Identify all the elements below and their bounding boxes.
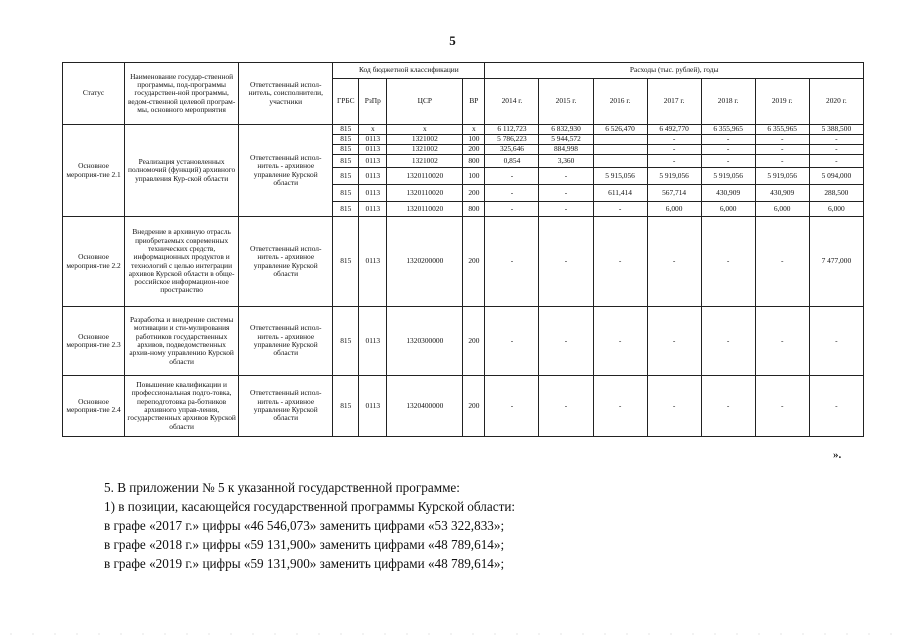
header-responsible: Ответственный испол-нитель, соисполнители, участники	[239, 63, 333, 125]
value-cell: 7 477,000	[809, 217, 863, 307]
closing-quote-mark: ».	[833, 449, 842, 461]
grbs-cell: 815	[333, 217, 359, 307]
header-program-name: Наименование государ-ственной программы, под-программы государствен-ной программы, ведом-ственной целевой програм-мы, основного мероприятия	[125, 63, 239, 125]
rzpr-cell: 0113	[359, 376, 387, 437]
csr-cell: 1320110020	[387, 202, 463, 217]
value-cell: -	[647, 145, 701, 155]
grbs-cell: 815	[333, 155, 359, 168]
value-cell: 6,000	[809, 202, 863, 217]
grbs-cell: 815	[333, 135, 359, 145]
paragraph: в графе «2017 г.» цифры «46 546,073» заменить цифрами «53 322,833»;	[104, 518, 505, 533]
value-cell: 567,714	[647, 185, 701, 202]
status-cell: Основное мероприя-тие 2.4	[63, 376, 125, 437]
value-cell: 6 112,723	[485, 125, 539, 135]
value-cell: 5 094,000	[809, 168, 863, 185]
value-cell: 325,646	[485, 145, 539, 155]
value-cell: -	[755, 135, 809, 145]
value-cell: 6 355,965	[755, 125, 809, 135]
value-cell: -	[755, 145, 809, 155]
value-cell: 288,500	[809, 185, 863, 202]
header-vr: ВР	[463, 79, 485, 125]
status-cell: Основное мероприя-тие 2.2	[63, 217, 125, 307]
value-cell: 0,854	[485, 155, 539, 168]
value-cell: 611,414	[593, 185, 647, 202]
value-cell: -	[809, 135, 863, 145]
header-year-2017: 2017 г.	[647, 79, 701, 125]
value-cell: -	[701, 155, 755, 168]
value-cell: 884,998	[539, 145, 593, 155]
vr-cell: 200	[463, 145, 485, 155]
grbs-cell: 815	[333, 376, 359, 437]
header-rzpr: РзПр	[359, 79, 387, 125]
budget-table	[62, 62, 864, 437]
grbs-cell: 815	[333, 185, 359, 202]
vr-cell: 200	[463, 307, 485, 376]
value-cell: -	[701, 307, 755, 376]
header-expenses: Расходы (тыс. рублей), годы	[485, 63, 864, 79]
grbs-cell: 815	[333, 307, 359, 376]
value-cell: 5 919,056	[755, 168, 809, 185]
csr-cell: 1320200000	[387, 217, 463, 307]
responsible-cell: Ответственный испол-нитель - архивное управление Курской области	[239, 125, 333, 217]
header-budget-code: Код бюджетной классификации	[333, 63, 485, 79]
value-cell: -	[485, 217, 539, 307]
paragraph: 1) в позиции, касающейся государственной программы Курской области:	[104, 499, 516, 514]
value-cell: -	[539, 307, 593, 376]
scan-artifact-dots	[0, 632, 905, 636]
table-row	[63, 125, 864, 135]
value-cell: -	[647, 217, 701, 307]
csr-cell: 1321002	[387, 155, 463, 168]
responsible-cell: Ответственный испол-нитель - архивное управление Курской области	[239, 217, 333, 307]
vr-cell: 200	[463, 376, 485, 437]
rzpr-cell: 0113	[359, 135, 387, 145]
value-cell	[593, 135, 647, 145]
vr-cell: 800	[463, 202, 485, 217]
value-cell: -	[647, 376, 701, 437]
csr-cell: 1320400000	[387, 376, 463, 437]
value-cell: 5 915,056	[593, 168, 647, 185]
value-cell: -	[701, 135, 755, 145]
value-cell: -	[809, 155, 863, 168]
rzpr-cell: x	[359, 125, 387, 135]
responsible-cell: Ответственный испол-нитель - архивное управление Курской области	[239, 307, 333, 376]
value-cell: -	[539, 376, 593, 437]
page-number: 5	[449, 33, 456, 48]
csr-cell: x	[387, 125, 463, 135]
value-cell: 5 919,056	[701, 168, 755, 185]
csr-cell: 1321002	[387, 135, 463, 145]
value-cell: 6,000	[755, 202, 809, 217]
value-cell: -	[701, 145, 755, 155]
value-cell: -	[539, 217, 593, 307]
value-cell: -	[485, 168, 539, 185]
amendment-text	[104, 478, 864, 573]
value-cell: 430,909	[701, 185, 755, 202]
csr-cell: 1321002	[387, 145, 463, 155]
table-row	[63, 217, 864, 307]
value-cell: -	[593, 202, 647, 217]
grbs-cell: 815	[333, 125, 359, 135]
vr-cell: 200	[463, 185, 485, 202]
rzpr-cell: 0113	[359, 145, 387, 155]
program-name-cell: Внедрение в архивную отрасль приобретаемых современных технических средств, информационных продуктов и технологий с целью интеграции архивов Курской области в обще-российское информацион-ное пространство	[125, 217, 239, 307]
rzpr-cell: 0113	[359, 155, 387, 168]
value-cell	[593, 155, 647, 168]
value-cell: -	[755, 217, 809, 307]
header-year-2020: 2020 г.	[809, 79, 863, 125]
header-year-2019: 2019 г.	[755, 79, 809, 125]
header-csr: ЦСР	[387, 79, 463, 125]
value-cell: -	[485, 307, 539, 376]
paragraph: в графе «2018 г.» цифры «59 131,900» заменить цифрами «48 789,614»;	[104, 537, 505, 552]
value-cell: 430,909	[755, 185, 809, 202]
value-cell: -	[485, 202, 539, 217]
value-cell: -	[539, 168, 593, 185]
csr-cell: 1320110020	[387, 185, 463, 202]
value-cell: -	[701, 217, 755, 307]
vr-cell: 100	[463, 168, 485, 185]
value-cell: 6 832,930	[539, 125, 593, 135]
value-cell: -	[755, 376, 809, 437]
paragraph: в графе «2019 г.» цифры «59 131,900» заменить цифрами «48 789,614»;	[104, 556, 505, 571]
value-cell: 5 388,500	[809, 125, 863, 135]
value-cell: -	[485, 185, 539, 202]
value-cell: -	[593, 217, 647, 307]
value-cell: -	[485, 376, 539, 437]
value-cell: 5 786,223	[485, 135, 539, 145]
rzpr-cell: 0113	[359, 202, 387, 217]
value-cell: 6,000	[647, 202, 701, 217]
value-cell: 3,360	[539, 155, 593, 168]
header-year-2015: 2015 г.	[539, 79, 593, 125]
program-name-cell: Реализация установленных полномочий (функций) архивного управления Кур-ской области	[125, 125, 239, 217]
paragraph: 5. В приложении № 5 к указанной государственной программе:	[104, 480, 460, 495]
value-cell	[593, 145, 647, 155]
rzpr-cell: 0113	[359, 307, 387, 376]
program-name-cell: Повышение квалификации и профессиональная подго-товка, переподготовка ра-ботников архивного управ-ления, государственных архивов Курской области	[125, 376, 239, 437]
csr-cell: 1320110020	[387, 168, 463, 185]
value-cell: -	[809, 307, 863, 376]
value-cell: -	[539, 202, 593, 217]
value-cell: -	[755, 155, 809, 168]
vr-cell: 100	[463, 135, 485, 145]
value-cell: 6,000	[701, 202, 755, 217]
value-cell: 5 944,572	[539, 135, 593, 145]
table-row	[63, 307, 864, 376]
value-cell: -	[755, 307, 809, 376]
rzpr-cell: 0113	[359, 185, 387, 202]
value-cell: -	[593, 376, 647, 437]
value-cell: -	[593, 307, 647, 376]
header-year-2016: 2016 г.	[593, 79, 647, 125]
value-cell: 6 526,470	[593, 125, 647, 135]
value-cell: 5 919,056	[647, 168, 701, 185]
grbs-cell: 815	[333, 168, 359, 185]
responsible-cell: Ответственный испол-нитель - архивное управление Курской области	[239, 376, 333, 437]
value-cell: -	[647, 135, 701, 145]
grbs-cell: 815	[333, 202, 359, 217]
value-cell: 6 355,965	[701, 125, 755, 135]
value-cell: -	[539, 185, 593, 202]
vr-cell: x	[463, 125, 485, 135]
value-cell: -	[647, 155, 701, 168]
csr-cell: 1320300000	[387, 307, 463, 376]
program-name-cell: Разработка и внедрение системы мотивации и сти-мулирования работников государственных архивов, подведомственных архив-ному управлению Курской области	[125, 307, 239, 376]
value-cell: -	[809, 376, 863, 437]
header-status: Статус	[63, 63, 125, 125]
value-cell: -	[701, 376, 755, 437]
header-grbs: ГРБС	[333, 79, 359, 125]
status-cell: Основное мероприя-тие 2.1	[63, 125, 125, 217]
value-cell: -	[809, 145, 863, 155]
header-year-2014: 2014 г.	[485, 79, 539, 125]
value-cell: 6 492,770	[647, 125, 701, 135]
vr-cell: 800	[463, 155, 485, 168]
table-row	[63, 376, 864, 437]
rzpr-cell: 0113	[359, 217, 387, 307]
grbs-cell: 815	[333, 145, 359, 155]
header-year-2018: 2018 г.	[701, 79, 755, 125]
vr-cell: 200	[463, 217, 485, 307]
status-cell: Основное мероприя-тие 2.3	[63, 307, 125, 376]
rzpr-cell: 0113	[359, 168, 387, 185]
value-cell: -	[647, 307, 701, 376]
